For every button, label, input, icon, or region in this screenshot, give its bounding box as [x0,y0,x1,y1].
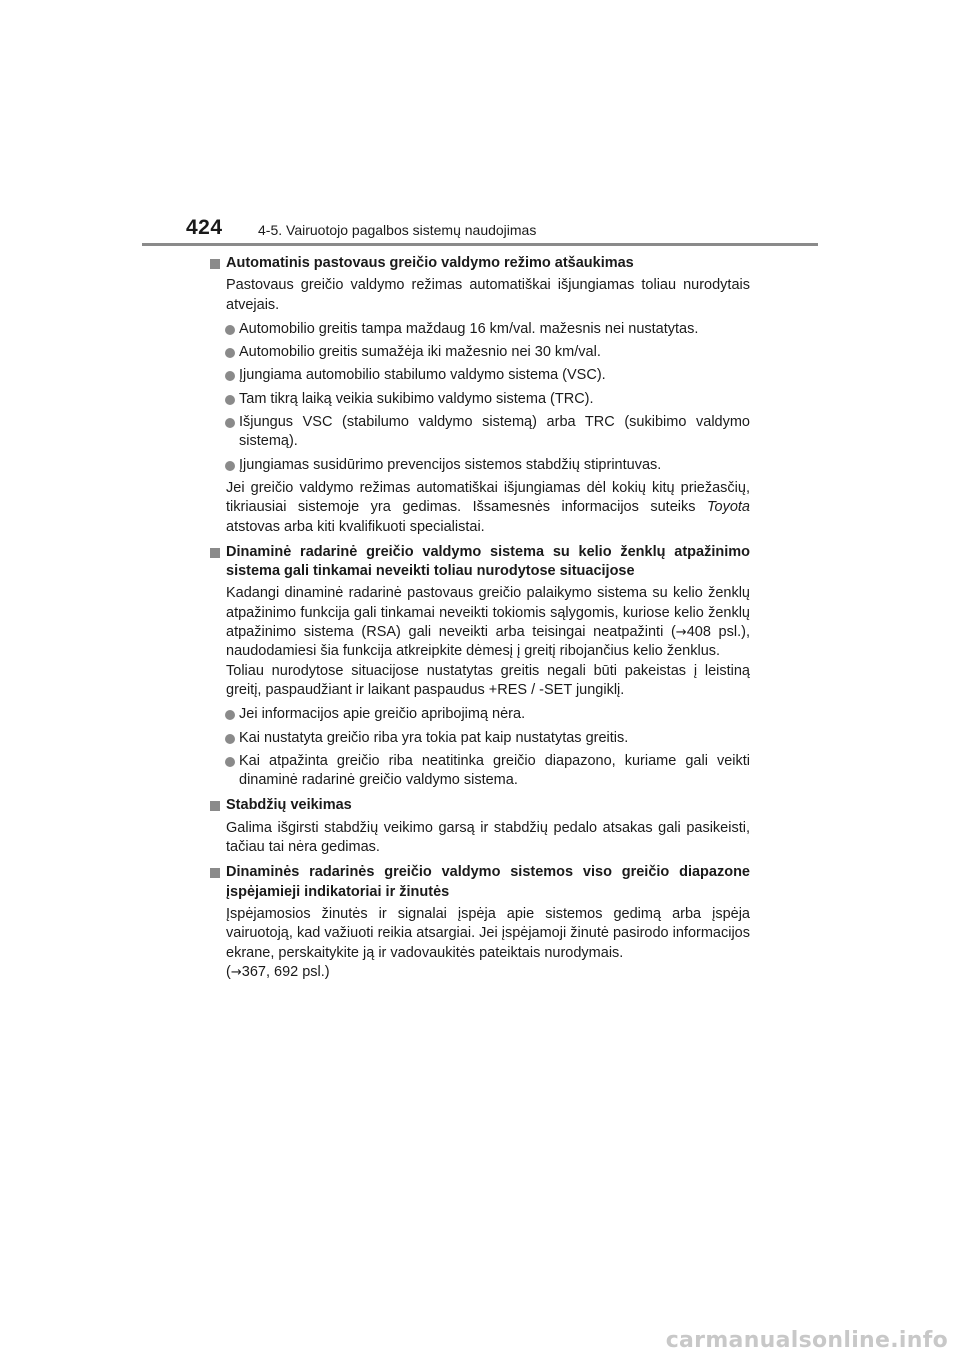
page-number: 424 [186,216,223,239]
section-intro: Galima išgirsti stabdžių veikimo garsą ir stabdžių pedalo atsakas gali pasikeisti, tačiau tai nėra gedimas. [226,819,750,856]
section-rsa-limitations [210,543,750,791]
section-heading [210,543,750,582]
list-item: Jei informacijos apie greičio apribojimą nėra. [210,705,750,724]
list-item: Kai atpažinta greičio riba neatitinka greičio diapazono, kuriame gali veikti dinaminė radarinė greičio valdymo sistema. [210,752,750,791]
list-item: Kai nustatyta greičio riba yra tokia pat kaip nustatytas greitis. [210,729,750,748]
section-brake-operation [210,796,750,857]
section-warnings [210,863,750,982]
page-content [210,254,750,988]
circle-bullet-icon [225,371,235,381]
circle-bullet-icon [225,418,235,428]
header-divider [142,243,818,246]
square-bullet-icon [210,868,220,878]
list-item: Tam tikrą laiką veikia sukibimo valdymo sistema (TRC). [210,390,750,409]
watermark-text: carmanualsonline.info [665,1328,948,1353]
page-header [0,0,960,250]
section-outro: Jei greičio valdymo režimas automatiškai išjungiamas dėl kokių kitų priežasčių, tikriausiai sistemoje yra gedimas. Išsamesnės informacijos suteiks Toyota atstovas arba kiti kvalifikuoti specialistai. [226,479,750,535]
square-bullet-icon [210,548,220,558]
circle-bullet-icon [225,461,235,471]
section-intro: Įspėjamosios žinutės ir signalai įspėja apie sistemos gedimą arba įspėja vairuotoją, kad važiuoti reikia atsargiai. Jei įspėjamoji žinutė pasirodo informacijos ekrane, perskaitykite ją ir vadovaukitės pateiktais nurodymais. [226,905,750,961]
circle-bullet-icon [225,757,235,767]
chapter-title: 4-5. Vairuotojo pagalbos sistemų naudojimas [258,222,537,238]
section-auto-cancel [210,254,750,537]
square-bullet-icon [210,801,220,811]
section-heading [210,254,750,273]
arrow-right-icon: → [230,964,242,980]
section-title: Stabdžių veikimas [226,797,352,814]
list-item: Išjungus VSC (stabilumo valdymo sistemą) arba TRC (sukibimo valdymo sistemą). [210,413,750,452]
section-intro: Kadangi dinaminė radarinė pastovaus greičio palaikymo sistema su kelio ženklų atpažinimo funkcija gali tinkamai neveikti tokiomis sąlygomis, kuriose kelio ženklų atpažinimo sistema (RSA) gali neveikti arba teisingai neatpažinti (→408 psl.), naudodamiesi šia funkcija atkreipkite dėmesį į greitį ribojančius kelio ženklus. [226,585,750,660]
square-bullet-icon [210,259,220,269]
circle-bullet-icon [225,734,235,744]
brand-name: Toyota [707,499,750,516]
list-item: Automobilio greitis tampa maždaug 16 km/val. mažesnis nei nustatytas. [210,320,750,339]
section-title: Dinaminė radarinė greičio valdymo sistema su kelio ženklų atpažinimo sistema gali tinkamai neveikti toliau nurodytose situacijose [226,543,750,580]
circle-bullet-icon [225,710,235,720]
section-title: Dinaminės radarinės greičio valdymo sistemos viso greičio diapazone įspėjamieji indikatoriai ir žinutės [226,864,750,900]
section-title: Automatinis pastovaus greičio valdymo režimo atšaukimas [226,255,634,271]
section-intro-2: Toliau nurodytose situacijose nustatytas greitis negali būti pakeistas į leistiną greitį, paspaudžiant ir laikant paspaudus +RES / -SET jungiklį. [226,662,750,698]
arrow-right-icon: → [675,625,687,641]
page-reference: (→367, 692 psl.) [226,963,330,980]
section-intro: Pastovaus greičio valdymo režimas automatiškai išjungiamas toliau nurodytais atvejais. [226,277,750,313]
section-heading [210,796,750,815]
section-heading [210,863,750,902]
circle-bullet-icon [225,325,235,335]
circle-bullet-icon [225,348,235,358]
list-item: Automobilio greitis sumažėja iki mažesnio nei 30 km/val. [210,343,750,362]
circle-bullet-icon [225,395,235,405]
list-item: Įjungiamas susidūrimo prevencijos sistemos stabdžių stiprintuvas. [210,456,750,475]
list-item: Įjungiama automobilio stabilumo valdymo sistema (VSC). [210,366,750,385]
